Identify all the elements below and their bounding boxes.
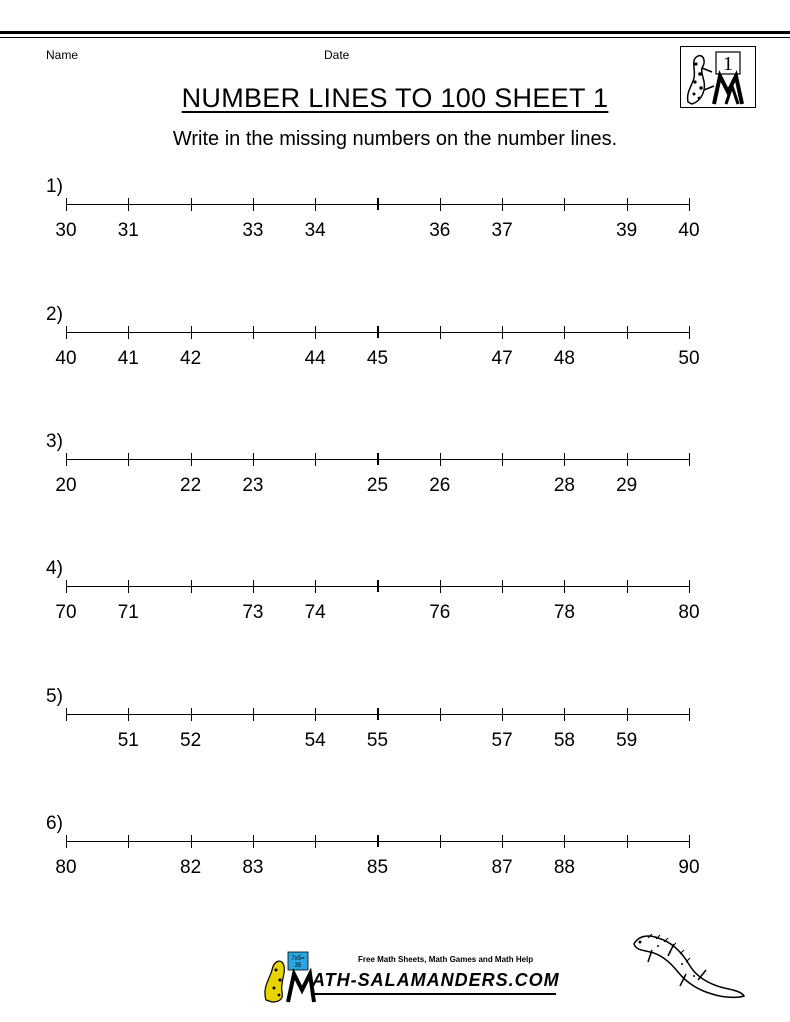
tick-mark (128, 708, 129, 721)
tick-label: 55 (366, 730, 389, 751)
tick-mark (191, 198, 192, 211)
tick-mark (564, 835, 565, 848)
tick-mark (315, 708, 316, 721)
tick-label: 47 (491, 348, 513, 369)
top-rule (0, 31, 790, 34)
tick-mark (191, 708, 192, 721)
tick-mark (627, 835, 628, 848)
footer-site-name: ATH-SALAMANDERS.COM (312, 970, 560, 990)
tick-mark (66, 326, 67, 339)
tick-mark (502, 198, 503, 211)
tick-mark (66, 453, 67, 466)
problem-number: 4) (46, 558, 63, 579)
tick-mark (128, 835, 129, 848)
tick-mark (564, 453, 565, 466)
tick-mark (66, 835, 67, 848)
tick-label: 29 (616, 475, 638, 496)
tick-label: 80 (55, 857, 77, 878)
tick-label: 76 (429, 602, 451, 623)
number-line-problem (0, 304, 790, 404)
problem-number: 3) (46, 431, 63, 452)
tick-label: 20 (55, 475, 77, 496)
tick-mark (128, 198, 129, 211)
tick-label: 48 (553, 348, 575, 369)
tick-label: 22 (180, 475, 202, 496)
tick-mark (191, 580, 192, 593)
tick-mark (253, 708, 254, 721)
tick-mark (689, 326, 690, 339)
tick-label: 40 (678, 220, 700, 241)
tick-mark (377, 708, 379, 720)
tick-label: 54 (304, 730, 326, 751)
tick-mark (440, 453, 441, 466)
problem-number: 5) (46, 686, 63, 707)
tick-label: 80 (678, 602, 700, 623)
tick-mark (128, 453, 129, 466)
tick-mark (377, 580, 379, 592)
tick-mark (502, 326, 503, 339)
tick-mark (191, 835, 192, 848)
tick-mark (440, 326, 441, 339)
number-line-problem (0, 176, 790, 276)
tick-mark (377, 326, 379, 338)
tick-mark (377, 835, 379, 847)
tick-label: 90 (678, 857, 700, 878)
name-label: Name (46, 48, 79, 62)
svg-text:35: 35 (294, 963, 302, 969)
tick-label: 25 (366, 475, 389, 496)
tick-mark (502, 708, 503, 721)
tick-label: 34 (304, 220, 326, 241)
tick-mark (315, 453, 316, 466)
tick-mark (315, 198, 316, 211)
tick-mark (627, 708, 628, 721)
tick-mark (253, 835, 254, 848)
date-label: Date (324, 48, 350, 62)
tick-label: 39 (616, 220, 638, 241)
tick-label: 82 (180, 857, 202, 878)
number-line-problem (0, 813, 790, 913)
tick-label: 44 (304, 348, 326, 369)
tick-label: 30 (55, 220, 77, 241)
problem-number: 6) (46, 813, 63, 834)
tick-label: 88 (553, 857, 575, 878)
tick-mark (564, 326, 565, 339)
tick-label: 41 (117, 348, 139, 369)
tick-mark (66, 708, 67, 721)
salamander-drawing-icon (628, 922, 746, 1006)
tick-label: 37 (491, 220, 513, 241)
tick-mark (191, 326, 192, 339)
tick-mark (689, 453, 690, 466)
tick-label: 59 (616, 730, 638, 751)
tick-mark (627, 453, 628, 466)
tick-label: 50 (678, 348, 700, 369)
tick-label: 51 (117, 730, 139, 751)
tick-label: 36 (429, 220, 451, 241)
tick-mark (377, 198, 379, 210)
tick-label: 71 (117, 602, 139, 623)
tick-mark (315, 326, 316, 339)
tick-label: 33 (242, 220, 264, 241)
tick-label: 42 (180, 348, 202, 369)
tick-label: 70 (55, 602, 77, 623)
tick-mark (315, 835, 316, 848)
tick-mark (377, 453, 379, 465)
tick-mark (128, 580, 129, 593)
tick-label: 31 (117, 220, 139, 241)
tick-mark (627, 326, 628, 339)
tick-mark (689, 708, 690, 721)
tick-mark (564, 580, 565, 593)
tick-mark (315, 580, 316, 593)
tick-mark (689, 198, 690, 211)
tick-label: 57 (491, 730, 513, 751)
tick-mark (440, 708, 441, 721)
tick-label: 73 (242, 602, 264, 623)
tick-label: 83 (242, 857, 264, 878)
tick-mark (253, 453, 254, 466)
tick-mark (689, 835, 690, 848)
tick-label: 52 (180, 730, 202, 751)
tick-mark (440, 198, 441, 211)
tick-mark (689, 580, 690, 593)
tick-mark (502, 580, 503, 593)
grade-digit: 1 (723, 53, 733, 75)
tick-mark (440, 580, 441, 593)
tick-label: 40 (55, 348, 77, 369)
tick-mark (66, 198, 67, 211)
number-line-problem (0, 431, 790, 531)
tick-mark (627, 198, 628, 211)
tick-mark (253, 580, 254, 593)
tick-mark (191, 453, 192, 466)
tick-label: 28 (553, 475, 575, 496)
tick-mark (564, 198, 565, 211)
tick-label: 74 (304, 602, 326, 623)
tick-label: 58 (553, 730, 575, 751)
number-line-problem (0, 686, 790, 786)
instructions: Write in the missing numbers on the number lines. (172, 128, 618, 150)
tick-label: 45 (366, 348, 389, 369)
worksheet-title: NUMBER LINES TO 100 SHEET 1 (181, 83, 609, 113)
number-line-problem (0, 558, 790, 658)
tick-mark (66, 580, 67, 593)
top-rule-thin (0, 37, 790, 38)
problem-number: 1) (46, 176, 63, 197)
footer-tagline: Free Math Sheets, Math Games and Math Help (358, 955, 534, 964)
tick-mark (440, 835, 441, 848)
tick-mark (564, 708, 565, 721)
tick-label: 23 (242, 475, 264, 496)
tick-mark (627, 580, 628, 593)
tick-label: 87 (491, 857, 513, 878)
tick-mark (128, 326, 129, 339)
tick-mark (502, 453, 503, 466)
problem-number: 2) (46, 304, 63, 325)
tick-mark (253, 198, 254, 211)
tick-label: 78 (553, 602, 575, 623)
tick-mark (253, 326, 254, 339)
tick-label: 26 (429, 475, 451, 496)
svg-text:7x5=: 7x5= (291, 956, 305, 962)
tick-label: 85 (366, 857, 389, 878)
tick-mark (502, 835, 503, 848)
